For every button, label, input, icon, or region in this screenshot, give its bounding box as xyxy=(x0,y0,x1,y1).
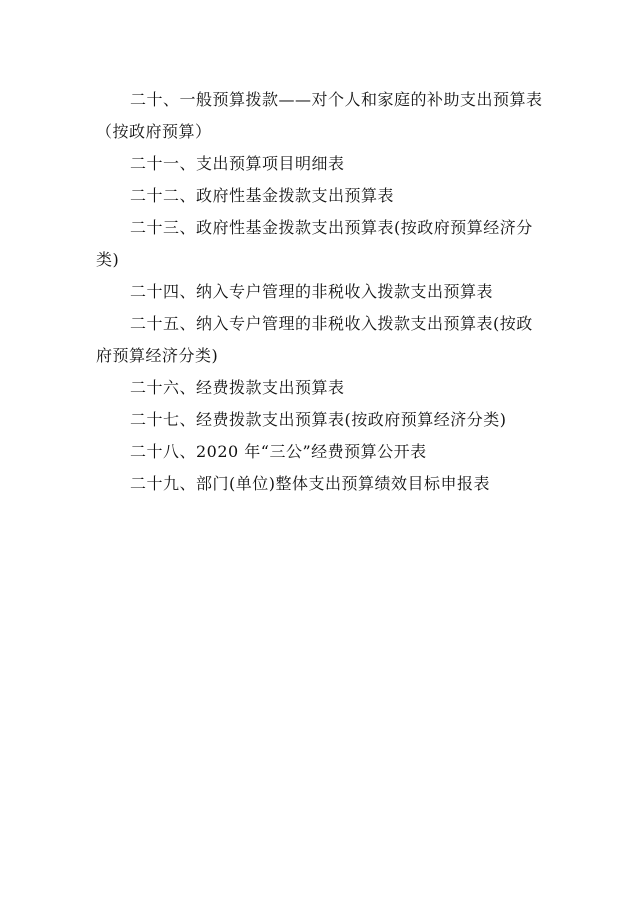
list-item: 二十四、纳入专户管理的非税收入拨款支出预算表 xyxy=(130,282,494,301)
list-item: 二十、一般预算拨款——对个人和家庭的补助支出预算表（按政府预算） xyxy=(96,90,543,141)
list-item: 二十二、政府性基金拨款支出预算表 xyxy=(130,186,395,205)
list-item: 二十九、部门(单位)整体支出预算绩效目标申报表 xyxy=(130,474,490,493)
list-item: 二十八、2020 年“三公”经费预算公开表 xyxy=(130,442,427,461)
list-item: 二十七、经费拨款支出预算表(按政府预算经济分类) xyxy=(130,410,507,429)
list-item: 二十三、政府性基金拨款支出预算表(按政府预算经济分类) xyxy=(96,218,533,269)
table-list xyxy=(96,84,546,500)
list-item: 二十一、支出预算项目明细表 xyxy=(130,154,345,173)
list-item: 二十五、纳入专户管理的非税收入拨款支出预算表(按政府预算经济分类) xyxy=(96,314,533,365)
list-item: 二十六、经费拨款支出预算表 xyxy=(130,378,345,397)
